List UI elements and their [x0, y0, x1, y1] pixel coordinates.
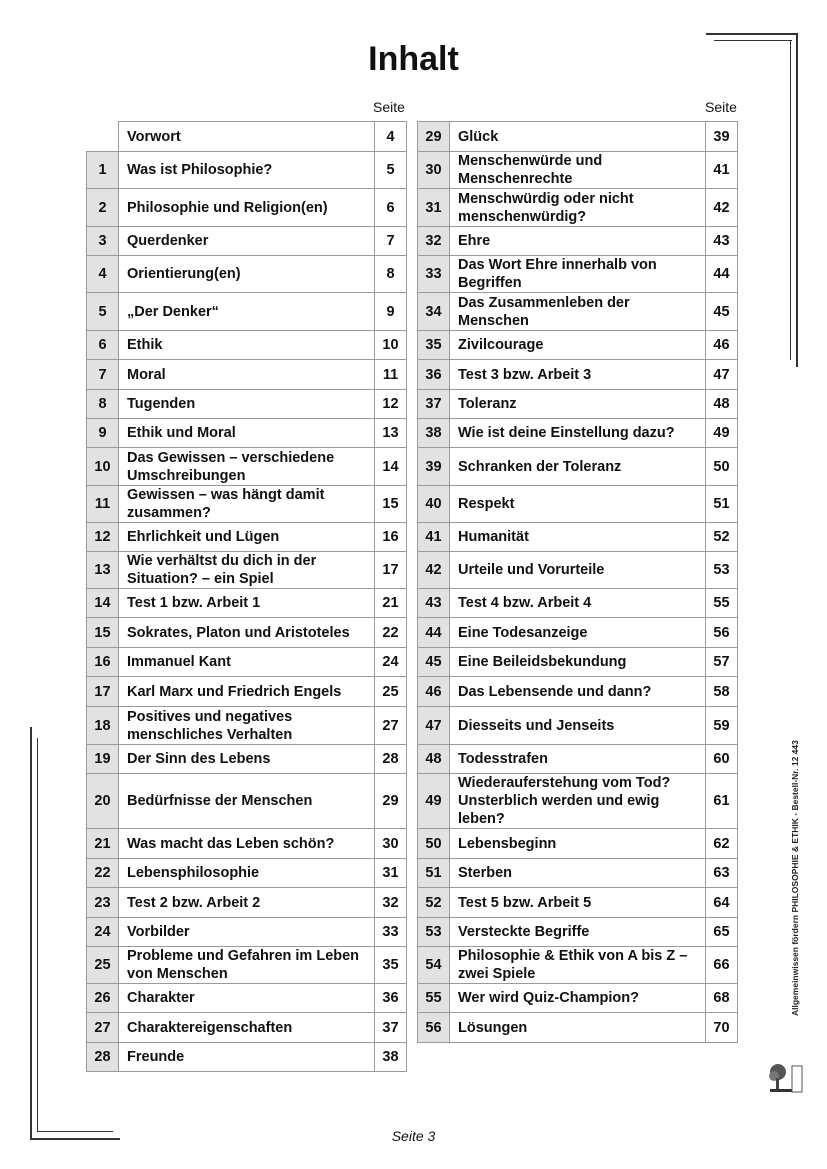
- toc-chapter-title: Philosophie & Ethik von A bis Z – zwei Spiele: [450, 947, 706, 984]
- toc-row: [418, 189, 738, 227]
- toc-chapter-number: 21: [87, 829, 119, 859]
- toc-page-number: 33: [375, 918, 407, 947]
- toc-chapter-title: Zivilcourage: [450, 331, 706, 360]
- toc-chapter-title: Lösungen: [450, 1013, 706, 1043]
- toc-chapter-number: 54: [418, 947, 450, 984]
- toc-chapter-title: Karl Marx und Friedrich Engels: [119, 677, 375, 707]
- toc-chapter-title: Humanität: [450, 523, 706, 552]
- toc-chapter-number: 20: [87, 774, 119, 829]
- toc-row: [87, 227, 407, 256]
- toc-chapter-title: Ehre: [450, 227, 706, 256]
- toc-row: [87, 419, 407, 448]
- toc-chapter-number: 53: [418, 918, 450, 947]
- toc-page-number: 41: [706, 152, 738, 189]
- toc-row: [87, 984, 407, 1013]
- toc-chapter-number: 50: [418, 829, 450, 859]
- toc-row: [87, 189, 407, 227]
- toc-chapter-number: 8: [87, 390, 119, 419]
- toc-chapter-number: 32: [418, 227, 450, 256]
- toc-row: [418, 360, 738, 390]
- toc-chapter-number: 18: [87, 707, 119, 745]
- toc-row: [87, 918, 407, 947]
- toc-chapter-number: [87, 122, 119, 152]
- toc-chapter-title: Test 4 bzw. Arbeit 4: [450, 589, 706, 618]
- toc-page-number: 45: [706, 293, 738, 331]
- toc-chapter-title: Ethik: [119, 331, 375, 360]
- toc-page-number: 60: [706, 745, 738, 774]
- toc-page-number: 59: [706, 707, 738, 745]
- toc-page-number: 37: [375, 1013, 407, 1043]
- toc-chapter-number: 33: [418, 256, 450, 293]
- toc-chapter-number: 14: [87, 589, 119, 618]
- toc-chapter-number: 46: [418, 677, 450, 707]
- toc-chapter-number: 15: [87, 618, 119, 648]
- toc-row: [87, 677, 407, 707]
- toc-page-number: 8: [375, 256, 407, 293]
- toc-chapter-title: Wiederauferstehung vom Tod? Unsterblich werden und ewig leben?: [450, 774, 706, 829]
- toc-page-number: 17: [375, 552, 407, 589]
- toc-row: [87, 888, 407, 918]
- toc-page-number: 43: [706, 227, 738, 256]
- toc-row: [418, 774, 738, 829]
- toc-row: [418, 589, 738, 618]
- toc-page-number: 65: [706, 918, 738, 947]
- toc-row: [87, 390, 407, 419]
- toc-chapter-title: Querdenker: [119, 227, 375, 256]
- toc-chapter-number: 29: [418, 122, 450, 152]
- toc-chapter-number: 7: [87, 360, 119, 390]
- toc-chapter-title: Lebensphilosophie: [119, 859, 375, 888]
- toc-row: [418, 677, 738, 707]
- toc-row: [87, 122, 407, 152]
- toc-chapter-title: Ehrlichkeit und Lügen: [119, 523, 375, 552]
- toc-row: [87, 707, 407, 745]
- toc-chapter-title: Freunde: [119, 1043, 375, 1072]
- toc-chapter-title: Das Wort Ehre innerhalb von Begriffen: [450, 256, 706, 293]
- toc-row: [418, 947, 738, 984]
- toc-chapter-number: 48: [418, 745, 450, 774]
- toc-chapter-number: 24: [87, 918, 119, 947]
- toc-chapter-number: 56: [418, 1013, 450, 1043]
- toc-chapter-number: 36: [418, 360, 450, 390]
- toc-row: [87, 448, 407, 486]
- toc-chapter-title: Wie verhältst du dich in der Situation? – ein Spiel: [119, 552, 375, 589]
- toc-row: [87, 947, 407, 984]
- toc-row: [418, 618, 738, 648]
- toc-row: [418, 419, 738, 448]
- toc-page-number: 51: [706, 486, 738, 523]
- toc-page-number: 29: [375, 774, 407, 829]
- frame-line-top-right: [706, 33, 798, 35]
- toc-chapter-number: 5: [87, 293, 119, 331]
- toc-chapter-title: Das Zusammenleben der Menschen: [450, 293, 706, 331]
- toc-page-number: 36: [375, 984, 407, 1013]
- toc-chapter-title: Probleme und Gefahren im Leben von Menschen: [119, 947, 375, 984]
- toc-page-number: 46: [706, 331, 738, 360]
- toc-chapter-title: Moral: [119, 360, 375, 390]
- toc-page-number: 28: [375, 745, 407, 774]
- toc-page-number: 70: [706, 1013, 738, 1043]
- toc-row: [87, 589, 407, 618]
- toc-chapter-title: Vorbilder: [119, 918, 375, 947]
- toc-page-number: 48: [706, 390, 738, 419]
- toc-row: [418, 331, 738, 360]
- toc-page-number: 30: [375, 829, 407, 859]
- toc-row: [418, 984, 738, 1013]
- toc-page-number: 39: [706, 122, 738, 152]
- toc-row: [87, 829, 407, 859]
- toc-row: [418, 152, 738, 189]
- toc-page-number: 42: [706, 189, 738, 227]
- toc-chapter-number: 19: [87, 745, 119, 774]
- toc-chapter-title: Was ist Philosophie?: [119, 152, 375, 189]
- toc-chapter-number: 25: [87, 947, 119, 984]
- frame-line-right: [796, 33, 798, 367]
- toc-table-left: [86, 121, 407, 1072]
- toc-page-number: 63: [706, 859, 738, 888]
- toc-chapter-number: 34: [418, 293, 450, 331]
- toc-chapter-title: Respekt: [450, 486, 706, 523]
- toc-page-number: 47: [706, 360, 738, 390]
- toc-chapter-title: Todesstrafen: [450, 745, 706, 774]
- toc-page-number: 66: [706, 947, 738, 984]
- toc-row: [87, 486, 407, 523]
- toc-row: [87, 360, 407, 390]
- toc-page-number: 44: [706, 256, 738, 293]
- toc-chapter-title: Wer wird Quiz-Champion?: [450, 984, 706, 1013]
- toc-chapter-number: 30: [418, 152, 450, 189]
- toc-row: [418, 829, 738, 859]
- toc-row: [418, 888, 738, 918]
- toc-chapter-title: Tugenden: [119, 390, 375, 419]
- toc-chapter-title: Eine Todesanzeige: [450, 618, 706, 648]
- toc-page-number: 22: [375, 618, 407, 648]
- toc-chapter-title: Test 1 bzw. Arbeit 1: [119, 589, 375, 618]
- toc-page-number: 38: [375, 1043, 407, 1072]
- toc-chapter-title: Sokrates, Platon und Aristoteles: [119, 618, 375, 648]
- toc-row: [87, 774, 407, 829]
- publisher-logo: [766, 1060, 806, 1096]
- toc-row: [418, 648, 738, 677]
- toc-chapter-number: 13: [87, 552, 119, 589]
- toc-page-number: 21: [375, 589, 407, 618]
- toc-chapter-title: Der Sinn des Lebens: [119, 745, 375, 774]
- toc-chapter-number: 38: [418, 419, 450, 448]
- toc-page-number: 4: [375, 122, 407, 152]
- toc-chapter-number: 52: [418, 888, 450, 918]
- toc-page-number: 35: [375, 947, 407, 984]
- toc-row: [418, 552, 738, 589]
- toc-row: [418, 745, 738, 774]
- toc-chapter-number: 31: [418, 189, 450, 227]
- toc-chapter-number: 27: [87, 1013, 119, 1043]
- toc-chapter-title: Test 2 bzw. Arbeit 2: [119, 888, 375, 918]
- toc-row: [418, 486, 738, 523]
- toc-chapter-number: 11: [87, 486, 119, 523]
- toc-chapter-title: Lebensbeginn: [450, 829, 706, 859]
- toc-row: [418, 293, 738, 331]
- toc-row: [418, 859, 738, 888]
- toc-chapter-title: Diesseits und Jenseits: [450, 707, 706, 745]
- toc-chapter-number: 4: [87, 256, 119, 293]
- frame-line-left-inner: [37, 738, 38, 1132]
- toc-row: [87, 1013, 407, 1043]
- toc-chapter-title: Das Gewissen – verschiedene Umschreibungen: [119, 448, 375, 486]
- frame-line-left: [30, 727, 32, 1139]
- toc-page-number: 31: [375, 859, 407, 888]
- toc-chapter-title: Positives und negatives menschliches Verhalten: [119, 707, 375, 745]
- toc-page-number: 6: [375, 189, 407, 227]
- toc-chapter-number: 10: [87, 448, 119, 486]
- toc-chapter-number: 45: [418, 648, 450, 677]
- toc-chapter-number: 44: [418, 618, 450, 648]
- toc-page-number: 9: [375, 293, 407, 331]
- toc-row: [87, 523, 407, 552]
- toc-chapter-title: Orientierung(en): [119, 256, 375, 293]
- side-order-text: Allgemeinwissen fördern PHILOSOPHIE & ETHIK - Bestell-Nr. 12 443: [790, 740, 800, 1016]
- toc-chapter-number: 42: [418, 552, 450, 589]
- toc-chapter-title: „Der Denker“: [119, 293, 375, 331]
- toc-page-number: 49: [706, 419, 738, 448]
- toc-row: [87, 293, 407, 331]
- toc-chapter-title: Bedürfnisse der Menschen: [119, 774, 375, 829]
- toc-row: [418, 256, 738, 293]
- toc-chapter-number: 12: [87, 523, 119, 552]
- toc-row: [87, 859, 407, 888]
- toc-chapter-number: 37: [418, 390, 450, 419]
- toc-chapter-title: Sterben: [450, 859, 706, 888]
- toc-row: [418, 523, 738, 552]
- toc-chapter-title: Schranken der Toleranz: [450, 448, 706, 486]
- toc-row: [418, 707, 738, 745]
- toc-page-number: 13: [375, 419, 407, 448]
- toc-page-number: 14: [375, 448, 407, 486]
- toc-chapter-title: Wie ist deine Einstellung dazu?: [450, 419, 706, 448]
- toc-chapter-number: 9: [87, 419, 119, 448]
- toc-row: [87, 745, 407, 774]
- toc-page-number: 7: [375, 227, 407, 256]
- toc-chapter-number: 22: [87, 859, 119, 888]
- frame-line-right-inner: [790, 40, 791, 360]
- toc-chapter-title: Glück: [450, 122, 706, 152]
- toc-page-number: 50: [706, 448, 738, 486]
- toc-chapter-number: 6: [87, 331, 119, 360]
- toc-chapter-number: 3: [87, 227, 119, 256]
- toc-row: [418, 448, 738, 486]
- toc-row: [418, 390, 738, 419]
- toc-chapter-title: Menschwürdig oder nicht menschenwürdig?: [450, 189, 706, 227]
- toc-page-number: 58: [706, 677, 738, 707]
- toc-chapter-number: 47: [418, 707, 450, 745]
- toc-chapter-title: Ethik und Moral: [119, 419, 375, 448]
- toc-chapter-number: 55: [418, 984, 450, 1013]
- toc-chapter-title: Charakter: [119, 984, 375, 1013]
- toc-chapter-title: Charaktereigenschaften: [119, 1013, 375, 1043]
- toc-row: [87, 1043, 407, 1072]
- toc-row: [418, 122, 738, 152]
- toc-chapter-title: Test 3 bzw. Arbeit 3: [450, 360, 706, 390]
- toc-chapter-number: 40: [418, 486, 450, 523]
- toc-chapter-title: Philosophie und Religion(en): [119, 189, 375, 227]
- toc-page-number: 10: [375, 331, 407, 360]
- toc-page-number: 68: [706, 984, 738, 1013]
- toc-chapter-title: Toleranz: [450, 390, 706, 419]
- page-footer: Seite 3: [391, 1128, 436, 1144]
- toc-chapter-title: Was macht das Leben schön?: [119, 829, 375, 859]
- toc-page-number: 25: [375, 677, 407, 707]
- toc-row: [87, 648, 407, 677]
- toc-row: [87, 618, 407, 648]
- toc-page-number: 61: [706, 774, 738, 829]
- toc-row: [87, 256, 407, 293]
- toc-chapter-title: Test 5 bzw. Arbeit 5: [450, 888, 706, 918]
- toc-chapter-number: 16: [87, 648, 119, 677]
- toc-row: [87, 331, 407, 360]
- toc-chapter-title: Versteckte Begriffe: [450, 918, 706, 947]
- toc-row: [87, 552, 407, 589]
- toc-chapter-number: 17: [87, 677, 119, 707]
- toc-chapter-title: Urteile und Vorurteile: [450, 552, 706, 589]
- toc-chapter-number: 28: [87, 1043, 119, 1072]
- right-page-column-label: Seite: [705, 99, 737, 115]
- toc-row: [418, 227, 738, 256]
- toc-row: [87, 152, 407, 189]
- toc-page-number: 57: [706, 648, 738, 677]
- toc-page-number: 5: [375, 152, 407, 189]
- toc-chapter-number: 26: [87, 984, 119, 1013]
- toc-chapter-number: 51: [418, 859, 450, 888]
- toc-page-number: 55: [706, 589, 738, 618]
- toc-chapter-title: Vorwort: [119, 122, 375, 152]
- toc-chapter-number: 35: [418, 331, 450, 360]
- toc-page-number: 11: [375, 360, 407, 390]
- toc-page-number: 12: [375, 390, 407, 419]
- toc-chapter-number: 2: [87, 189, 119, 227]
- toc-table-right: [417, 121, 738, 1043]
- toc-chapter-title: Das Lebensende und dann?: [450, 677, 706, 707]
- toc-chapter-number: 43: [418, 589, 450, 618]
- toc-page-number: 32: [375, 888, 407, 918]
- toc-chapter-title: Immanuel Kant: [119, 648, 375, 677]
- toc-page-number: 64: [706, 888, 738, 918]
- toc-chapter-number: 39: [418, 448, 450, 486]
- toc-chapter-title: Eine Beileidsbekundung: [450, 648, 706, 677]
- toc-chapter-number: 23: [87, 888, 119, 918]
- page-title: Inhalt: [368, 40, 459, 78]
- toc-chapter-number: 49: [418, 774, 450, 829]
- toc-chapter-title: Gewissen – was hängt damit zusammen?: [119, 486, 375, 523]
- toc-page-number: 53: [706, 552, 738, 589]
- toc-chapter-title: Menschenwürde und Menschenrechte: [450, 152, 706, 189]
- left-page-column-label: Seite: [373, 99, 405, 115]
- toc-page-number: 15: [375, 486, 407, 523]
- toc-page-number: 52: [706, 523, 738, 552]
- toc-page-number: 24: [375, 648, 407, 677]
- toc-chapter-number: 1: [87, 152, 119, 189]
- toc-page-number: 56: [706, 618, 738, 648]
- toc-page-number: 16: [375, 523, 407, 552]
- toc-chapter-number: 41: [418, 523, 450, 552]
- toc-page-number: 27: [375, 707, 407, 745]
- toc-page-number: 62: [706, 829, 738, 859]
- toc-row: [418, 1013, 738, 1043]
- toc-row: [418, 918, 738, 947]
